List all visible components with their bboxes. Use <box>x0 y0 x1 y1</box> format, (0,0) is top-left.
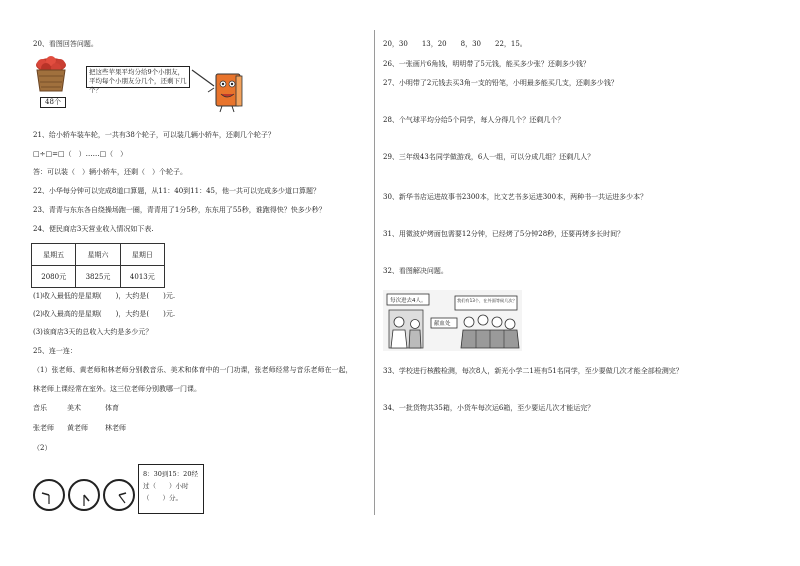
times-line: 20，30 13，20 8，30 22，15。 <box>383 40 527 48</box>
table-header-row <box>32 244 165 266</box>
q25-part2: （2） <box>33 444 52 452</box>
q24-title: 24、便民商店3天营业收入情况如下表. <box>33 225 154 233</box>
cartoon-sign1: 每次进去4人。 <box>390 298 427 304</box>
apple-basket-image <box>33 55 69 93</box>
column-divider <box>374 30 375 515</box>
revenue-table <box>31 243 165 288</box>
teacher-zhang: 张老师 <box>33 424 54 432</box>
q20-title: 20、看图回答问题。 <box>33 40 98 48</box>
q25-para1: （1）张老师、黄老师和林老师分别教音乐、美术和体育中的一门功课，张老师经常与音乐老师在一起， <box>33 366 353 374</box>
subject-music: 音乐 <box>33 404 47 412</box>
q24-sub3: (3)该商店3天的总收入大约是多少元？ <box>33 328 153 336</box>
q26-text: 26、一张画片6角钱，明明带了5元钱，能买多少张？还剩多少钱？ <box>383 60 590 68</box>
elapsed-time-box <box>138 464 204 514</box>
q27-text: 27、小明带了2元钱去买3角一支的铅笔，小明最多能买几支，还剩多少钱？ <box>383 79 618 87</box>
table-header-cell: 星期五 <box>32 244 76 266</box>
book-character-image <box>190 64 248 114</box>
q22-text: 22、小华每分钟可以完成8道口算题，从11：40到11：45，他一共可以完成多少道口算题？ <box>33 187 320 195</box>
clock-faces-image <box>33 477 135 513</box>
q21-answer: 答：可以装（ ）辆小轿车，还剩（ ）个轮子。 <box>33 168 187 176</box>
blood-donation-cartoon-image <box>383 290 522 351</box>
q29-text: 29、三年级43名同学做游戏，6人一组，可以分成几组？还剩几人？ <box>383 153 595 161</box>
cartoon-sign3: 献血处 <box>434 321 451 327</box>
basket-count-label: 48个 <box>40 97 66 108</box>
q23-text: 23、青青与东东各自绕操场跑一圈，青青用了1分5秒，东东用了55秒，谁跑得快？快多少秒？ <box>33 206 326 214</box>
table-cell: 3825元 <box>76 266 120 288</box>
q28-text: 28、个气球平均分给5个同学，每人分得几个？还剩几个？ <box>383 116 565 124</box>
subject-pe: 体育 <box>105 404 119 412</box>
q33-text: 33、学校进行核酸检测，每次8人，新光小学二1班有51名同学，至少要做几次才能全部检测完？ <box>383 367 683 375</box>
speech-bubble: 把这些苹果平均分给9个小朋友，平均每个小朋友分几个，还剩下几个？ <box>86 66 190 88</box>
cartoon-sign2: 我们有13个，在外面等候几次？ <box>457 298 517 303</box>
table-header-cell: 星期日 <box>120 244 164 266</box>
q32-title: 32、看图解决问题。 <box>383 267 448 275</box>
timebox-line3: （ ）分。 <box>143 494 182 502</box>
table-row <box>32 266 165 288</box>
teacher-lin: 林老师 <box>105 424 126 432</box>
table-cell: 2080元 <box>32 266 76 288</box>
table-header-cell: 星期六 <box>76 244 120 266</box>
q25-para2: 林老师上课经常在室外。这三位老师分别教哪一门课。 <box>33 385 201 393</box>
timebox-line1: 8：30到15：20经 <box>143 470 198 478</box>
q21-formula: □÷□=□（ ）……□（ ） <box>33 150 128 158</box>
clock-3-icon <box>104 480 134 510</box>
clock-1-icon <box>34 480 64 510</box>
q25-title: 25、连一连： <box>33 347 77 355</box>
table-cell: 4013元 <box>120 266 164 288</box>
q24-sub1: (1)收入最低的是星期( )，大约是( )元. <box>33 292 176 300</box>
q24-sub2: (2)收入最高的是星期( )，大约是( )元. <box>33 310 176 318</box>
teacher-huang: 黄老师 <box>67 424 88 432</box>
clock-2-icon <box>69 480 99 510</box>
subject-art: 美术 <box>67 404 81 412</box>
q21-title: 21、给小轿车装车轮，一共有38个轮子，可以装几辆小轿车，还剩几个轮子？ <box>33 131 275 139</box>
q30-text: 30、新华书店运进故事书2300本，比文艺书多运进300本，两种书一共运进多少本？ <box>383 193 648 201</box>
q34-text: 34、一批货物共35箱，小货车每次运6箱，至少要运几次才能运完？ <box>383 404 595 412</box>
q31-text: 31、用微波炉烤面包需要12分钟，已经烤了5分钟28秒，还要再烤多长时间？ <box>383 230 625 238</box>
timebox-line2: 过（ ）小时 <box>143 482 189 490</box>
